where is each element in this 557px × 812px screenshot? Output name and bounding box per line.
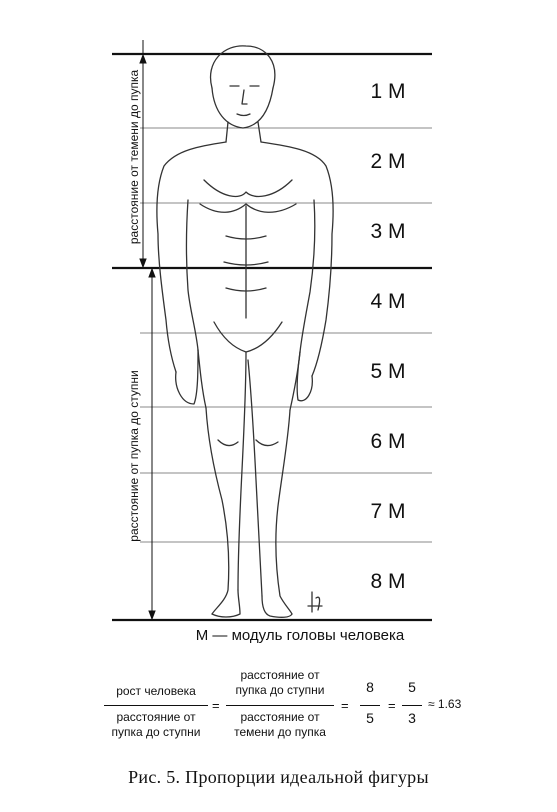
arrow-head (149, 269, 155, 277)
artist-signature (308, 592, 322, 612)
chest (204, 180, 292, 196)
module-label-8: 8 M (370, 570, 406, 593)
left-arm-outer (157, 142, 226, 372)
fraction2-numerator-line1: расстояние от (240, 668, 320, 682)
right-arm-inner (300, 200, 315, 352)
module-grid (140, 128, 432, 542)
lower-distance-label: расстояние от пупка до ступни (127, 370, 141, 542)
hair (211, 46, 275, 88)
fraction3-denominator: 5 (366, 710, 374, 726)
figure-caption: Рис. 5. Пропорции идеальной фигуры (128, 767, 429, 787)
left-hip (198, 350, 206, 408)
fraction4-bar (402, 705, 422, 706)
pelvis (214, 322, 282, 352)
fraction2-denominator-line1: расстояние от (240, 710, 320, 724)
module-legend: М — модуль головы человека (195, 627, 405, 644)
fraction1-numerator: рост человека (116, 684, 196, 698)
fraction2-denominator-line2: темени до пупка (234, 725, 326, 739)
fraction2-numerator-line2: пупка до ступни (235, 683, 325, 697)
module-label-1: 1 M (370, 80, 406, 103)
left-hand (176, 350, 198, 404)
fraction4-numerator: 5 (408, 679, 416, 695)
equals-sign: = (388, 698, 396, 713)
fraction1-denominator-line1: расстояние от (116, 710, 196, 724)
approximate-value: ≈ 1.63 (428, 697, 462, 711)
fraction3-numerator: 8 (366, 679, 374, 695)
left-arm-inner (187, 200, 199, 350)
module-label-6: 6 M (370, 430, 406, 453)
module-label-5: 5 M (370, 360, 406, 383)
fraction3-bar (360, 705, 380, 706)
fraction1-bar (104, 705, 208, 706)
right-leg-inner (248, 360, 262, 596)
arrow-head (140, 259, 146, 267)
right-leg-outer (276, 410, 292, 614)
left-leg-inner (238, 352, 246, 590)
module-label-2: 2 M (370, 150, 406, 173)
module-label-7: 7 M (370, 500, 406, 523)
face (212, 88, 273, 128)
module-label-3: 3 M (370, 220, 406, 243)
knees (218, 440, 278, 446)
right-hip (290, 352, 300, 410)
left-leg-outer (206, 408, 229, 614)
fraction4-denominator: 3 (408, 710, 416, 726)
pectorals (200, 204, 296, 212)
fraction2-bar (226, 705, 334, 706)
mouth (237, 114, 250, 116)
human-figure (157, 46, 333, 617)
equals-sign: = (341, 698, 349, 713)
module-label-4: 4 M (370, 290, 406, 313)
nose (242, 90, 247, 104)
arrow-head (149, 611, 155, 619)
upper-distance-label: расстояние от темени до пупка (127, 69, 141, 245)
equals-sign: = (212, 698, 220, 713)
right-arm-outer (261, 142, 333, 376)
fraction1-denominator-line2: пупка до ступни (111, 725, 201, 739)
